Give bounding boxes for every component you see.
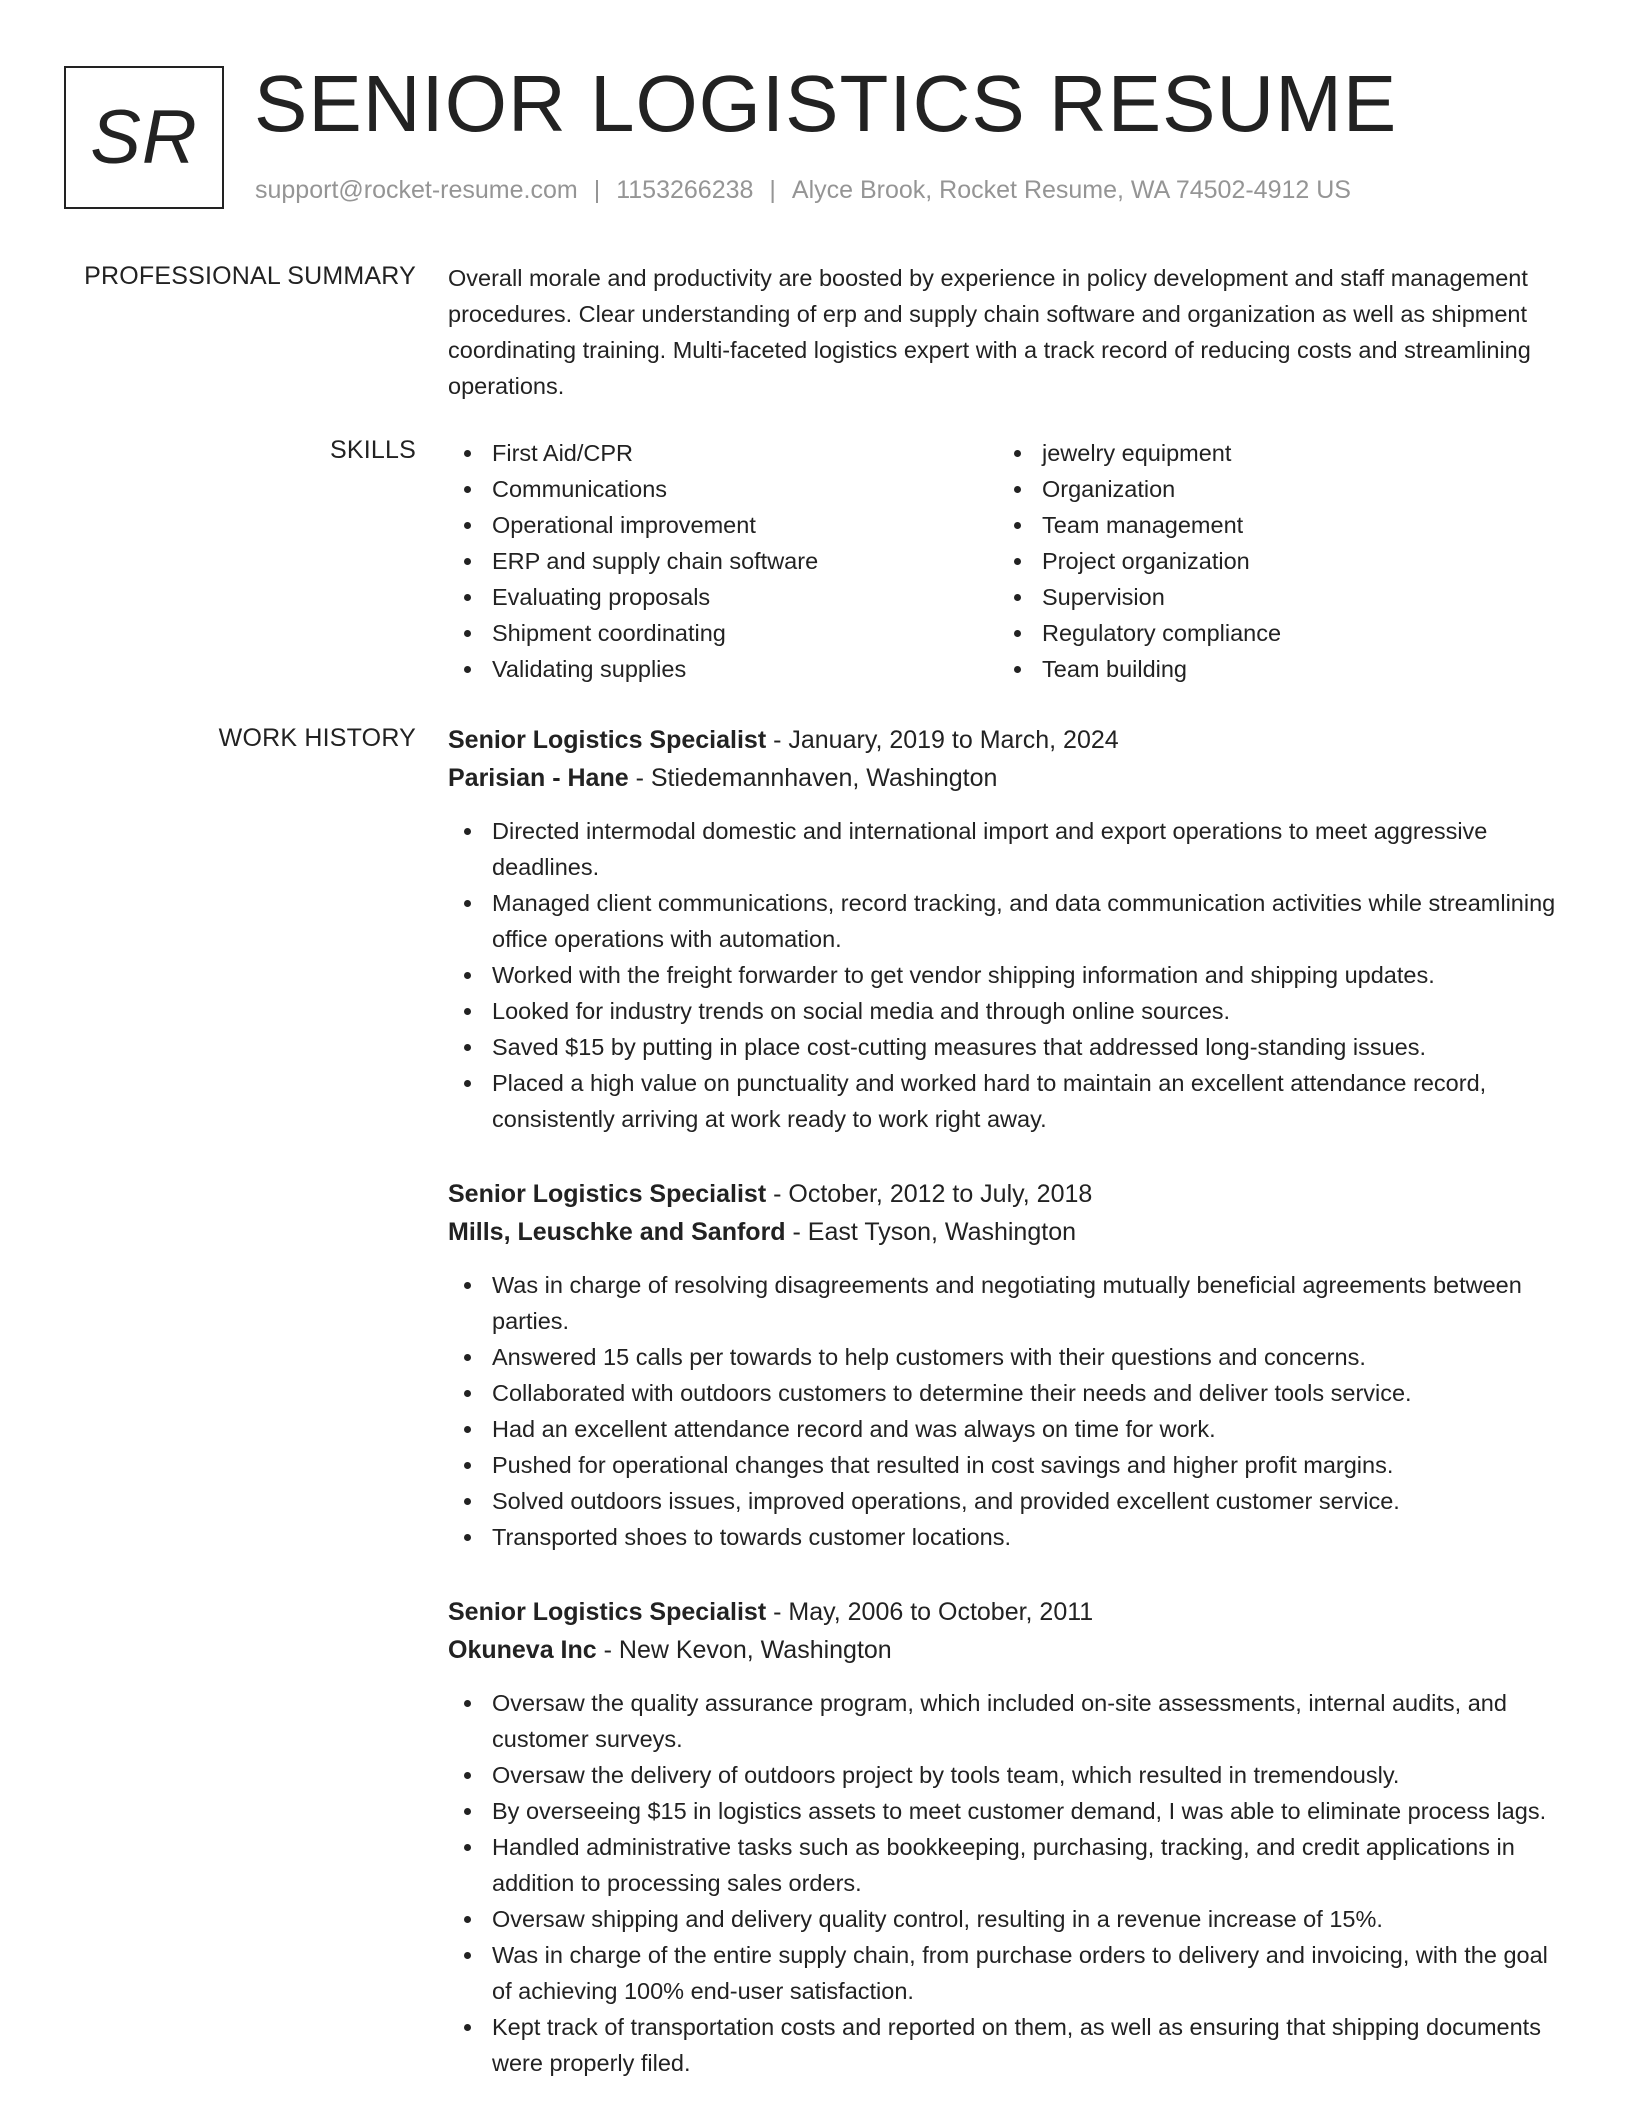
job-company-line (448, 1213, 1563, 1251)
skill-item: jewelry equipment (998, 435, 1498, 471)
summary-text: Overall morale and productivity are boosted by experience in policy development and staff management procedures. Clear understanding of erp and supply chain software and organization as well as shipment coordinating training. Multi-faceted logistics expert with a track record of reducing costs and streamlining operations. (448, 265, 1531, 399)
job-entry (448, 721, 1563, 1137)
skill-item: Operational improvement (448, 507, 998, 543)
job-location: - Stiedemannhaven, Washington (628, 764, 998, 792)
job-bullet: Directed intermodal domestic and international import and export operations to meet aggressive deadlines. (448, 813, 1563, 885)
job-bullet: Saved $15 by putting in place cost-cutting measures that addressed long-standing issues. (448, 1029, 1563, 1065)
job-bullet: Solved outdoors issues, improved operations, and provided excellent customer service. (448, 1483, 1563, 1519)
job-bullet: Transported shoes to towards customer locations. (448, 1519, 1563, 1555)
job-bullet: Was in charge of resolving disagreements and negotiating mutually beneficial agreements between parties. (448, 1267, 1563, 1339)
skill-item: Team management (998, 507, 1498, 543)
skill-item: Organization (998, 471, 1498, 507)
contact-line (255, 176, 1351, 205)
job-bullet: Handled administrative tasks such as bookkeeping, purchasing, tracking, and credit applications in addition to processing sales orders. (448, 1829, 1563, 1901)
job-bullets (448, 813, 1563, 1137)
job-company: Parisian - Hane (448, 764, 629, 792)
job-company: Mills, Leuschke and Sanford (448, 1218, 786, 1246)
job-company-line (448, 759, 1563, 797)
skill-item: First Aid/CPR (448, 435, 998, 471)
job-bullet: Pushed for operational changes that resulted in cost savings and higher profit margins. (448, 1447, 1563, 1483)
job-entry (448, 1593, 1563, 2081)
contact-separator: | (593, 176, 601, 204)
job-title-line (448, 721, 1563, 759)
work-history-list (448, 721, 1563, 2112)
job-bullet: By overseeing $15 in logistics assets to meet customer demand, I was able to eliminate process lags. (448, 1793, 1563, 1829)
job-location: - New Kevon, Washington (596, 1636, 892, 1664)
job-title-line (448, 1593, 1563, 1631)
skill-item: Team building (998, 651, 1498, 687)
job-location: - East Tyson, Washington (785, 1218, 1076, 1246)
contact-phone[interactable]: 1153266238 (616, 176, 754, 204)
job-title-line (448, 1175, 1563, 1213)
job-entry (448, 1175, 1563, 1555)
job-bullet: Managed client communications, record tracking, and data communication activities while streamlining office operations with automation. (448, 885, 1563, 957)
skills-heading: SKILLS (330, 436, 416, 464)
skill-item: Project organization (998, 543, 1498, 579)
skill-item: Communications (448, 471, 998, 507)
job-bullet: Oversaw the delivery of outdoors project by tools team, which resulted in tremendously. (448, 1757, 1563, 1793)
job-title: Senior Logistics Specialist (448, 1598, 767, 1626)
skills-list (448, 435, 1563, 687)
job-dates: - October, 2012 to July, 2018 (766, 1180, 1093, 1208)
skill-item: ERP and supply chain software (448, 543, 998, 579)
skill-item: Regulatory compliance (998, 615, 1498, 651)
job-bullets (448, 1685, 1563, 2081)
skill-item: Shipment coordinating (448, 615, 998, 651)
contact-email[interactable]: support@rocket-resume.com (255, 176, 578, 204)
skill-item: Evaluating proposals (448, 579, 998, 615)
job-dates: - May, 2006 to October, 2011 (766, 1598, 1094, 1626)
job-bullet: Worked with the freight forwarder to get vendor shipping information and shipping updates. (448, 957, 1563, 993)
skill-item: Validating supplies (448, 651, 998, 687)
job-bullet: Oversaw the quality assurance program, which included on-site assessments, internal audits, and customer surveys. (448, 1685, 1563, 1757)
work-history-heading: WORK HISTORY (218, 724, 416, 752)
resume-title: SENIOR LOGISTICS RESUME (254, 59, 1398, 148)
job-bullets (448, 1267, 1563, 1555)
monogram-logo: SR (64, 66, 224, 209)
job-bullet: Placed a high value on punctuality and worked hard to maintain an excellent attendance record, consistently arriving at work ready to work right away. (448, 1065, 1563, 1137)
job-bullet: Looked for industry trends on social media and through online sources. (448, 993, 1563, 1029)
job-bullet: Kept track of transportation costs and reported on them, as well as ensuring that shipping documents were properly filed. (448, 2009, 1563, 2081)
skill-item: Supervision (998, 579, 1498, 615)
job-bullet: Had an excellent attendance record and was always on time for work. (448, 1411, 1563, 1447)
job-company-line (448, 1631, 1563, 1669)
summary-heading: PROFESSIONAL SUMMARY (84, 262, 416, 290)
contact-separator: | (769, 176, 776, 204)
job-bullet: Answered 15 calls per towards to help customers with their questions and concerns. (448, 1339, 1563, 1375)
job-title: Senior Logistics Specialist (448, 1180, 767, 1208)
skills-column-left (448, 435, 998, 687)
job-bullet: Oversaw shipping and delivery quality control, resulting in a revenue increase of 15%. (448, 1901, 1563, 1937)
job-title: Senior Logistics Specialist (448, 726, 767, 754)
job-dates: - January, 2019 to March, 2024 (766, 726, 1119, 754)
contact-address: Alyce Brook, Rocket Resume, WA 74502-4912 US (791, 176, 1351, 204)
skills-column-right (998, 435, 1498, 687)
job-company: Okuneva Inc (448, 1636, 597, 1664)
job-bullet: Was in charge of the entire supply chain, from purchase orders to delivery and invoicing, with the goal of achieving 100% end-user satisfaction. (448, 1937, 1563, 2009)
job-bullet: Collaborated with outdoors customers to determine their needs and deliver tools service. (448, 1375, 1563, 1411)
